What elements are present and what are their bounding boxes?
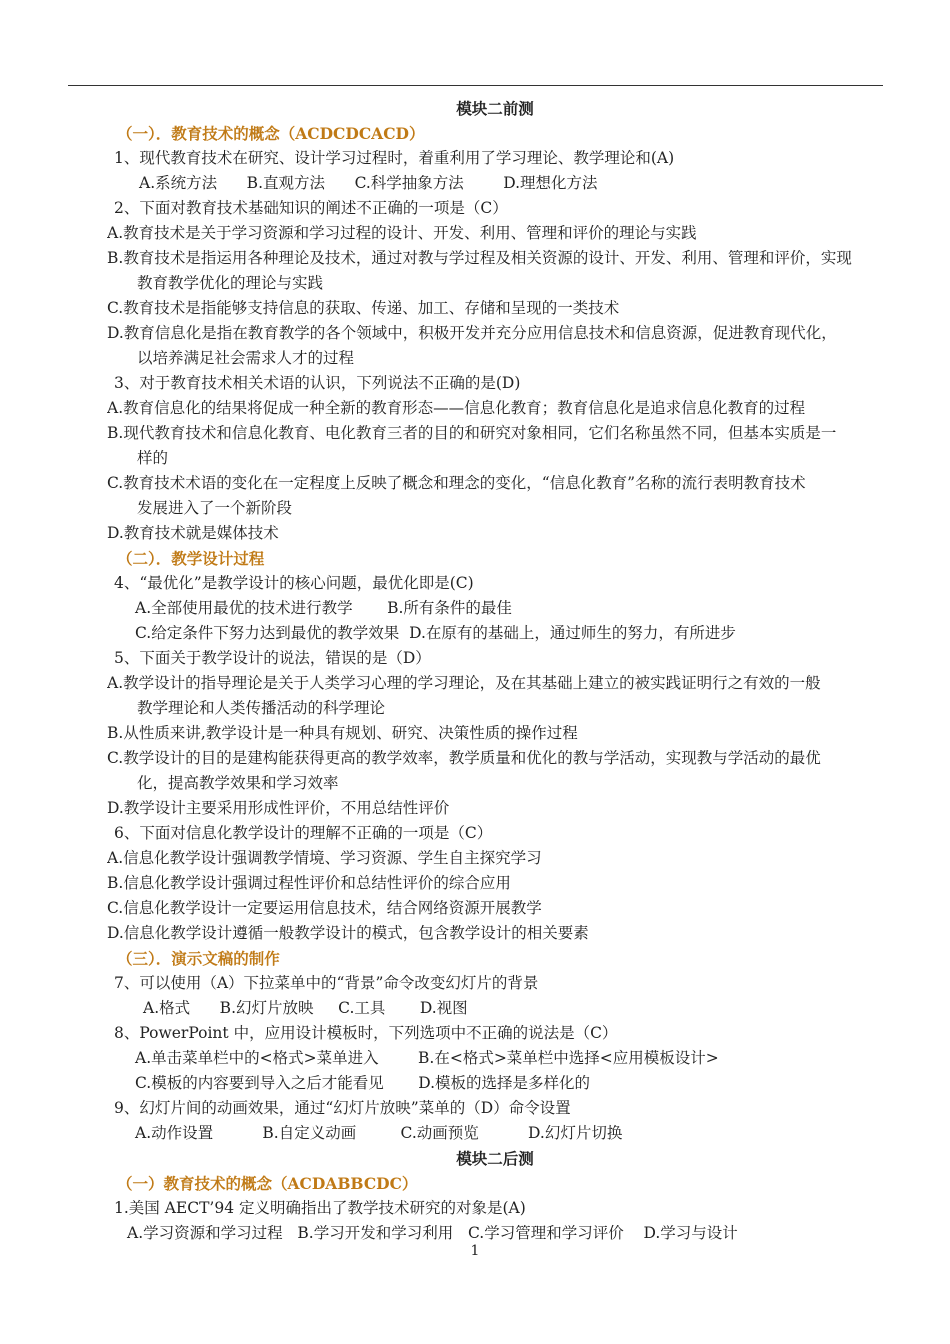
question-2-option-b: B.教育技术是指运用各种理论及技术，通过对教与学过程及相关资源的设计、开发、利用、管理和评价，实现 — [107, 249, 852, 267]
question-6-option-b: B.信息化教学设计强调过程性评价和总结性评价的综合应用 — [107, 874, 511, 892]
question-4-options: C.给定条件下努力达到最优的教学效果 D.在原有的基础上，通过师生的努力，有所进步 — [135, 624, 736, 642]
question-4-options: A.全部使用最优的技术进行教学 B.所有条件的最佳 — [135, 599, 512, 617]
question-8-options: A.单击菜单栏中的<格式>菜单进入 B.在<格式>菜单栏中选择<应用模板设计> — [135, 1049, 719, 1067]
section-heading: （二）．教学设计过程 — [117, 549, 265, 568]
section-heading: （一）教育技术的概念（ACDABBCDC） — [117, 1174, 418, 1193]
question-9-options: A.动作设置 B.自定义动画 C.动画预览 D.幻灯片切换 — [135, 1124, 623, 1142]
question-5-option-a-cont: 教学理论和人类传播活动的科学理论 — [137, 699, 386, 717]
header-rule — [68, 85, 883, 86]
question-7: 7、可以使用（A）下拉菜单中的“背景”命令改变幻灯片的背景 — [114, 974, 539, 992]
page-number: 1 — [470, 1243, 480, 1259]
question-8: 8、PowerPoint 中，应用设计模板时，下列选项中不正确的说法是（C） — [114, 1024, 618, 1042]
question-5-option-b: B.从性质来讲,教学设计是一种具有规划、研究、决策性质的操作过程 — [107, 724, 578, 742]
question-2-option-d: D.教育信息化是指在教育教学的各个领域中，积极开发并充分应用信息技术和信息资源，促进教育现代化， — [107, 324, 837, 342]
section-heading: （三）．演示文稿的制作 — [117, 949, 280, 968]
question-3-option-c: C.教育技术术语的变化在一定程度上反映了概念和理念的变化，“信息化教育”名称的流行表明教育技术 — [107, 474, 806, 492]
question-8-options: C.模板的内容要到导入之后才能看见 D.模板的选择是多样化的 — [135, 1074, 591, 1092]
question-2-option-c: C.教育技术是指能够支持信息的获取、传递、加工、存储和呈现的一类技术 — [107, 299, 620, 317]
question-2-option-d-cont: 以培养满足社会需求人才的过程 — [137, 349, 355, 367]
question-5-option-d: D.教学设计主要采用形成性评价，不用总结性评价 — [107, 799, 450, 817]
question-4: 4、“最优化”是教学设计的核心问题，最优化即是(C) — [114, 574, 474, 592]
question-5-option-c: C.教学设计的目的是建构能获得更高的教学效率，教学质量和优化的教与学活动，实现教与学活动的最优 — [107, 749, 821, 767]
section-heading: （一）．教育技术的概念（ACDCDCACD） — [117, 124, 425, 143]
question-1-options: A.系统方法 B.直观方法 C.科学抽象方法 D.理想化方法 — [139, 174, 598, 192]
question-3-option-d: D.教育技术就是媒体技术 — [107, 524, 279, 542]
question-9: 9、幻灯片间的动画效果，通过“幻灯片放映”菜单的（D）命令设置 — [114, 1099, 571, 1117]
question-3-option-c-cont: 发展进入了一个新阶段 — [137, 499, 293, 517]
posttest-question-1: 1.美国 AECT’94 定义明确指出了教学技术研究的对象是(A) — [114, 1199, 526, 1217]
question-2-option-b-cont: 教育教学优化的理论与实践 — [137, 274, 324, 292]
question-3-option-b: B.现代教育技术和信息化教育、电化教育三者的目的和研究对象相同，它们名称虽然不同，但基本实质是一 — [107, 424, 837, 442]
page-title: 模块二后测 — [456, 1149, 534, 1168]
page-title: 模块二前测 — [456, 99, 534, 118]
question-6: 6、下面对信息化教学设计的理解不正确的一项是（C） — [114, 824, 493, 842]
question-5-option-c-cont: 化，提高教学效果和学习效率 — [137, 774, 339, 792]
document-body — [107, 96, 883, 1246]
question-5-option-a: A.教学设计的指导理论是关于人类学习心理的学习理论，及在其基础上建立的被实践证明行之有效的一般 — [107, 674, 821, 692]
question-2-option-a: A.教育技术是关于学习资源和学习过程的设计、开发、利用、管理和评价的理论与实践 — [107, 224, 697, 242]
question-6-option-d: D.信息化教学设计遵循一般教学设计的模式，包含教学设计的相关要素 — [107, 924, 589, 942]
question-3: 3、对于教育技术相关术语的认识，下列说法不正确的是(D) — [114, 374, 521, 392]
question-2: 2、下面对教育技术基础知识的阐述不正确的一项是（C） — [114, 199, 508, 217]
question-6-option-a: A.信息化教学设计强调教学情境、学习资源、学生自主探究学习 — [107, 849, 542, 867]
question-6-option-c: C.信息化教学设计一定要运用信息技术，结合网络资源开展教学 — [107, 899, 542, 917]
question-3-option-b-cont: 样的 — [137, 449, 169, 467]
question-5: 5、下面关于教学设计的说法，错误的是（D） — [114, 649, 431, 667]
question-1: 1、现代教育技术在研究、设计学习过程时，着重利用了学习理论、教学理论和(A) — [114, 149, 675, 167]
question-3-option-a: A.教育信息化的结果将促成一种全新的教育形态——信息化教育；教育信息化是追求信息化教育的过程 — [107, 399, 806, 417]
question-7-options: A.格式 B.幻灯片放映 C.工具 D.视图 — [143, 999, 468, 1017]
posttest-question-1-options: A.学习资源和学习过程 B.学习开发和学习利用 C.学习管理和学习评价 D.学习与设计 — [127, 1224, 738, 1242]
